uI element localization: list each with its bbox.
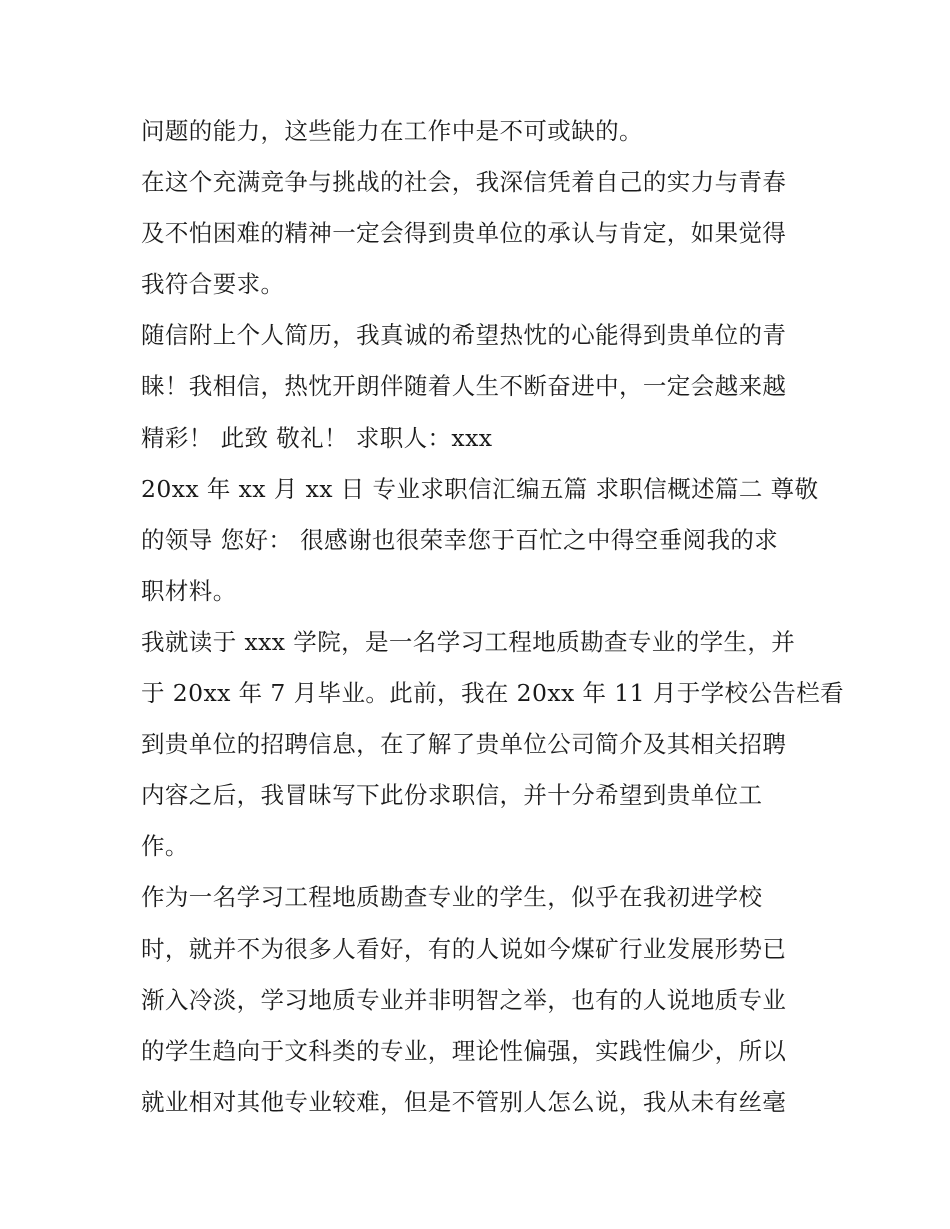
text-line: 我符合要求。	[141, 270, 285, 299]
text-line: 到贵单位的招聘信息，在了解了贵单位公司简介及其相关招聘	[141, 730, 787, 759]
text-line: 的学生趋向于文科类的专业，理论性偏强，实践性偏少，所以	[141, 1036, 787, 1065]
text-line: 20xx 年 xx 月 xx 日 专业求职信汇编五篇 求职信概述篇二 尊敬	[141, 474, 819, 503]
body-text	[141, 106, 845, 1128]
text-line: 在这个充满竞争与挑战的社会，我深信凭着自己的实力与青春	[141, 168, 787, 197]
text-line: 我就读于 xxx 学院，是一名学习工程地质勘查专业的学生，并	[141, 627, 796, 656]
text-line: 精彩！ 此致 敬礼！ 求职人：xxx	[141, 423, 493, 452]
text-line: 及不怕困难的精神一定会得到贵单位的承认与肯定，如果觉得	[141, 219, 787, 248]
text-line: 内容之后，我冒昧写下此份求职信，并十分希望到贵单位工	[141, 781, 763, 810]
text-line: 于 20xx 年 7 月毕业。此前，我在 20xx 年 11 月于学校公告栏看	[141, 679, 845, 708]
text-line: 作为一名学习工程地质勘查专业的学生，似乎在我初进学校	[141, 883, 763, 912]
text-line: 渐入冷淡，学习地质专业并非明智之举，也有的人说地质专业	[141, 985, 787, 1014]
text-line: 的领导 您好： 很感谢也很荣幸您于百忙之中得空垂阅我的求	[141, 525, 779, 554]
text-line: 职材料。	[141, 576, 237, 605]
text-line: 就业相对其他专业较难，但是不管别人怎么说，我从未有丝毫	[141, 1087, 787, 1116]
text-line: 时，就并不为很多人看好，有的人说如今煤矿行业发展形势已	[141, 934, 787, 963]
text-line: 作。	[141, 832, 189, 861]
text-line: 随信附上个人简历，我真诚的希望热忱的心能得到贵单位的青	[141, 321, 787, 350]
text-line: 问题的能力，这些能力在工作中是不可或缺的。	[141, 117, 643, 145]
text-line: 睐！我相信，热忱开朗伴随着人生不断奋进中，一定会越来越	[141, 372, 787, 401]
